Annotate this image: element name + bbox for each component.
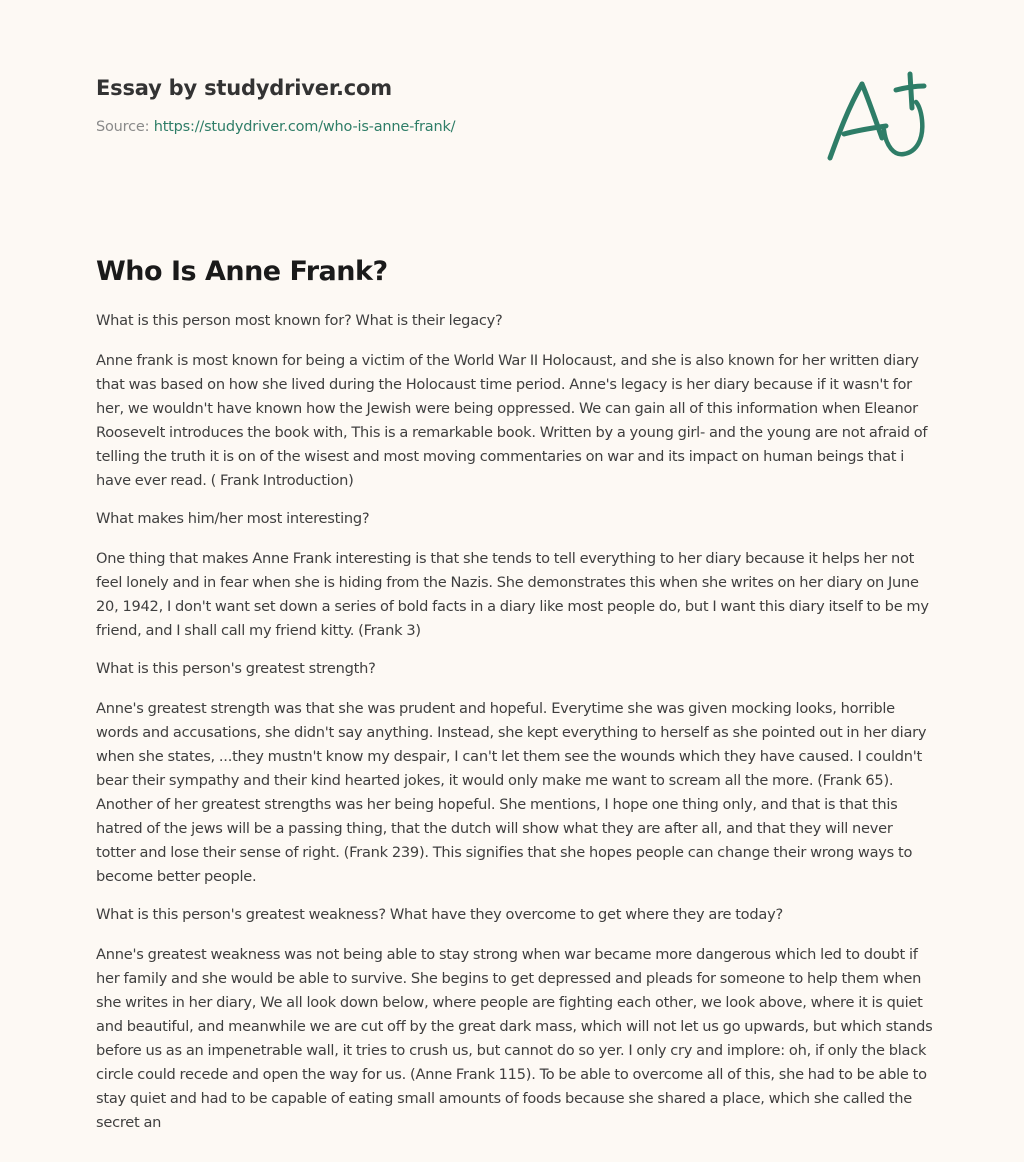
section-question: What is this person's greatest weakness? What have they overcome to get where they are today? [96, 906, 783, 923]
article [96, 256, 936, 1149]
section-interesting [96, 507, 936, 643]
section-strength [96, 657, 936, 889]
section-answer: Anne's greatest weakness was not being able to stay strong when war became more dangerous which led to doubt if her family and she would be able to survive. She begins to get depressed and pleads for someone to help them when she writes in her diary, We all look down below, where people are fighting each other, we look above, where it is quiet and beautiful, and meanwhile we are cut off by the great dark mass, which will not let us go upwards, but which stands before us as an impenetrable wall, it tries to crush us, but cannot do so yer. I only cry and implore: oh, if only the black circle could recede and open the way for us. (Anne Frank 115). To be able to overcome all of this, she had to be able to stay quiet and had to be capable of eating small amounts of foods because she shared a place, which she called the secret an [96, 946, 933, 1131]
a-plus-grade-icon [824, 68, 928, 164]
section-answer: Anne's greatest strength was that she was prudent and hopeful. Everytime she was given mocking looks, horrible words and accusations, she didn't say anything. Instead, she kept everything to herself as she pointed out in her diary when she states, ...they mustn't know my despair, I can't let them see the wounds which they have caused. I couldn't bear their sympathy and their kind hearted jokes, it would only make me want to scream all the more. (Frank 65). Another of her greatest strengths was her being hopeful. She mentions, I hope one thing only, and that is that this hatred of the jews will be a passing thing, that the dutch will show what they are after all, and that they will never totter and lose their sense of right. (Frank 239). This signifies that she hopes people can change their wrong ways to become better people. [96, 700, 927, 885]
section-question: What makes him/her most interesting? [96, 510, 370, 527]
page-header [96, 76, 936, 196]
section-legacy [96, 309, 936, 493]
section-answer: One thing that makes Anne Frank interesting is that she tends to tell everything to her diary because it helps her not feel lonely and in fear when she is hiding from the Nazis. She demonstrates this when she writes on her diary on June 20, 1942, I don't want set down a series of bold facts in a diary like most people do, but I want this diary itself to be my friend, and I shall call my friend kitty. (Frank 3) [96, 550, 929, 639]
section-answer: Anne frank is most known for being a victim of the World War II Holocaust, and she is also known for her written diary that was based on how she lived during the Holocaust time period. Anne's legacy is her diary because if it wasn't for her, we wouldn't have known how the Jewish were being oppressed. We can gain all of this information when Eleanor Roosevelt introduces the book with, This is a remarkable book. Written by a young girl- and the young are not afraid of telling the truth it is on of the wisest and most moving commentaries on war and its impact on human beings that i have ever read. ( Frank Introduction) [96, 352, 928, 489]
section-weakness [96, 903, 936, 1135]
source-line [96, 119, 936, 135]
source-link[interactable]: https://studydriver.com/who-is-anne-frank/ [153, 119, 456, 135]
section-question: What is this person's greatest strength? [96, 660, 376, 677]
brand-title: Essay by studydriver.com [96, 76, 392, 100]
section-question: What is this person most known for? What is their legacy? [96, 312, 503, 329]
source-label: Source: [96, 119, 154, 135]
article-title: Who Is Anne Frank? [96, 256, 388, 287]
